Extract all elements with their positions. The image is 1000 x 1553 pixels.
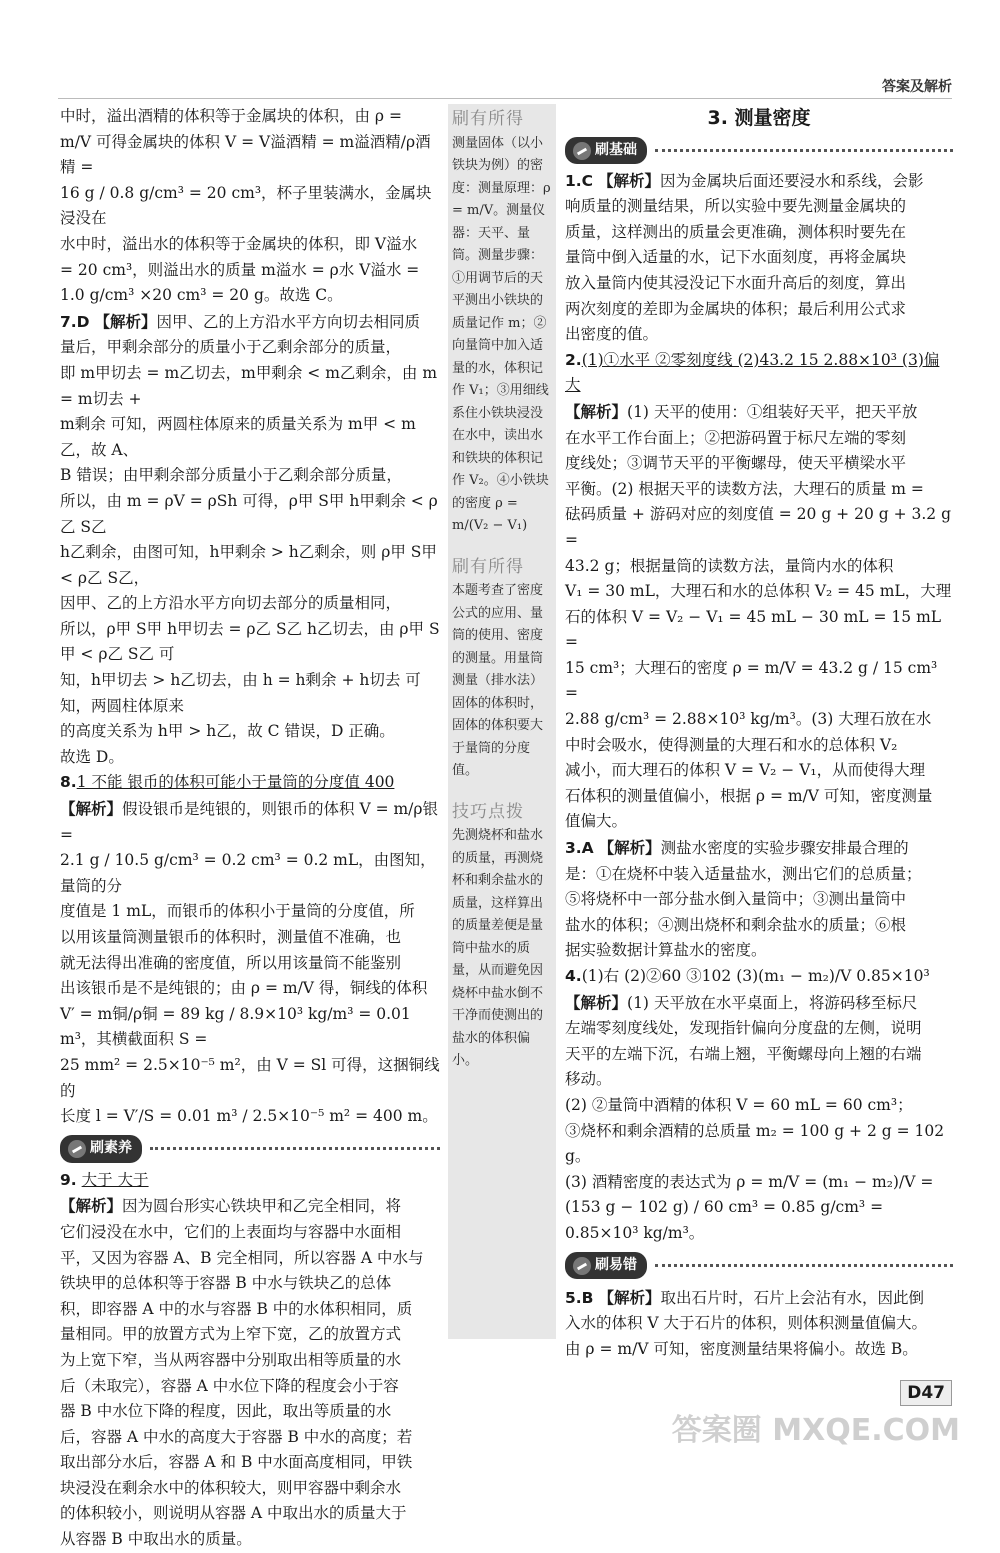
text-line: 放入量筒内使其浸没记下水面升高后的刻度，算出 [565, 273, 907, 292]
question-7 [60, 309, 440, 336]
text-line: 出密度的值。 [565, 325, 659, 344]
question-9 [60, 1168, 440, 1194]
text-line: 即 m甲切去 = m乙切去，m甲剩余 < m乙剩余，由 m = m切去 + [60, 363, 438, 408]
text-line: 块浸没在剩余水中的体积较大，则甲容器中剩余水 [60, 1478, 402, 1497]
text-line: 据实验数据计算盐水的密度。 [565, 941, 767, 960]
text-line: 所以，由 m = ρV = ρSh 可得，ρ甲 S甲 h甲剩余 < ρ乙 S乙 [60, 491, 438, 536]
text-fragment: 因为金属块后面还要浸水和系线，会影 [660, 171, 924, 190]
analysis-tag: 【解析】 [565, 992, 628, 1012]
text-line: 平衡。(2) 根据天平的读数方法，大理石的质量 m = [565, 479, 924, 498]
dotted-rule [150, 1147, 440, 1150]
text-line: m剩余 可知，两圆柱体原来的质量关系为 m甲 < m乙，故 A、 [60, 415, 416, 459]
answer-text: (1)①水平 ②零刻度线 (2)43.2 15 2.88×10³ (3)偏大 [565, 350, 940, 395]
text-line: 1.0 g/cm³ ×20 cm³ = 20 g。故选 C。 [60, 286, 343, 305]
question-1 [565, 168, 953, 195]
text-line: 值偏大。 [565, 812, 628, 831]
text-line: 因甲、乙的上方沿水平方向切去相同质 [156, 312, 421, 331]
text-line: V₁ = 30 mL，大理石和水的总体积 V₂ = 45 mL，大理 [565, 582, 952, 601]
text-line: 它们浸没在水中，它们的上表面均与容器中水面相 [60, 1222, 402, 1241]
question-number: 5.B [565, 1288, 594, 1307]
text-line: 知，h甲切去 > h乙切去，由 h = h剩余 + h切去 可知，两圆柱体原来 [60, 671, 421, 715]
text-fragment: 取出石片时，石片上会沾有水，因此倒 [660, 1288, 924, 1307]
text-line: 积，即容器 A 中的水与容器 B 中的水体积相同，质 [60, 1299, 413, 1318]
banner-jichu [565, 138, 953, 164]
text-line: 为上宽下窄，当从两容器中分别取出相等质量的水 [60, 1350, 402, 1369]
answer-text: (1)右 (2)②60 ③102 (3)(m₁ − m₂)/V 0.85×10³ [581, 967, 930, 985]
text-line: 2.88 g/cm³ = 2.88×10³ kg/m³。(3) 大理石放在水 [565, 710, 932, 729]
page-number: D47 [900, 1380, 952, 1406]
text-line [60, 796, 440, 848]
question-number: 8. [60, 773, 77, 792]
banner-label: 刷素养 [90, 1139, 132, 1156]
banner-pill [565, 137, 647, 165]
text-line: (153 g − 102 g) / 60 cm³ = 0.85 g/cm³ = 0.85×10³ kg/m³。 [565, 1198, 884, 1242]
text-line: m/V 可得金属块的体积 V = V溢酒精 = m溢酒精/ρ酒精 = [60, 132, 431, 177]
section-header: 答案及解析 [882, 79, 952, 95]
text-line: 盐水的体积；④测出烧杯和剩余盐水的质量；⑥根 [565, 915, 907, 934]
text-line: 15 cm³；大理石的密度 ρ = m/V = 43.2 g / 15 cm³ = [565, 658, 938, 703]
text-line: 石的体积 V = V₂ − V₁ = 45 mL − 30 mL = 15 mL = [565, 607, 942, 652]
text-line: 故选 D。 [60, 747, 124, 766]
text-line: 以用该量筒测量银币的体积时，测量值不准确，也 [60, 928, 402, 946]
text-line: 出该银币是不是纯银的；由 ρ = m/V 得，铜线的体积 [60, 979, 428, 998]
text-fragment: 假设银币是纯银的，则银币的体积 V = m/ρ银 = [60, 800, 439, 844]
question-number: 7.D [60, 312, 90, 331]
side-notes [448, 104, 556, 1339]
text-line: 16 g / 0.8 g/cm³ = 20 cm³，杯子里装满水，金属块浸没在 [60, 183, 432, 228]
text-line: 就无法得出准确的密度值，所以用该量筒不能鉴别 [60, 953, 402, 972]
text-fragment: 因为圆台形实心铁块甲和乙完全相同，将 [122, 1197, 402, 1216]
text-line: 水中时，溢出水的体积等于金属块的体积，即 V溢水 [60, 234, 418, 253]
question-2 [565, 348, 953, 399]
banner-label: 刷易错 [595, 1256, 637, 1273]
text-line: 左端零刻度线处，发现指针偏向分度盘的左侧，说明 [565, 1019, 922, 1038]
text-line: 由 ρ = m/V 可知，密度测量结果将偏小。故选 B。 [565, 1339, 918, 1358]
text-line: 入水的体积 V 大于石片的体积，则体积测量值偏大。 [565, 1314, 928, 1333]
question-number: 9. [60, 1170, 77, 1189]
question-4 [565, 964, 953, 990]
banner-yicuo [565, 1253, 953, 1279]
analysis-tag: 【解析】 [60, 1196, 123, 1216]
left-column [60, 104, 440, 1553]
text-line: 度线处；③调节天平的平衡螺母，使天平横梁水平 [565, 454, 907, 473]
text-line: 所以，ρ甲 S甲 h甲切去 = ρ乙 S乙 h乙切去，由 ρ甲 S甲 < ρ乙 S乙 可 [60, 619, 440, 664]
text-line: 砝码质量 + 游码对应的刻度值 = 20 g + 20 g + 3.2 g = [565, 505, 952, 549]
text-line: 的体积较小，则说明从容器 A 中取出水的质量大于 [60, 1504, 407, 1523]
analysis-tag: 【解析】 [565, 401, 628, 421]
text-line: = 20 cm³，则溢出水的质量 m溢水 = ρ水 V溢水 = [60, 260, 420, 279]
text-line: 响质量的测量结果，所以实验中要先测量金属块的 [565, 197, 907, 216]
question-number: 2. [565, 350, 582, 369]
right-column [565, 104, 953, 1362]
analysis-tag: 【解析】 [94, 311, 157, 331]
text-line: 在水平工作台面上；②把游码置于标尺左端的零刻 [565, 428, 907, 447]
text-line: 的高度关系为 h甲 > h乙，故 C 错误，D 正确。 [60, 722, 395, 741]
note-text: 测量固体（以小铁块为例）的密度：测量原理：ρ = m/V。测量仪器：天平、量筒。测量步骤：①用调节后的天平测出小铁块的质量记作 m；②向量筒中加入适量的水，体积记作 V₁；③用细线系住小铁块浸没在水中，读出水和铁块的体积记作 V₂。④小铁块的密度 ρ = m/(V₂ − V₁) [452, 135, 551, 533]
analysis-tag: 【解析】 [60, 799, 123, 819]
text-line: 后（未取完），容器 A 中水位下降的程度会小于容 [60, 1376, 399, 1395]
pencil-icon [68, 1140, 86, 1158]
text-line: 量后，甲剩余部分的质量小于乙剩余部分的质量， [60, 338, 402, 357]
banner-suyang [60, 1136, 440, 1162]
text-line [565, 399, 953, 426]
text-line: 减小，而大理石的体积 V = V₂ − V₁，从而使得大理 [565, 761, 926, 780]
pencil-icon [573, 1257, 591, 1275]
text-line: 量筒中倒入适量的水，记下水面刻度，再将金属块 [565, 248, 907, 267]
text-fragment: (1) 天平的使用：①组装好天平，把天平放 [627, 402, 918, 421]
text-line: 中时会吸水，使得测量的大理石和水的总体积 V₂ [565, 735, 898, 754]
text-line: 中时，溢出酒精的体积等于金属块的体积，由 ρ = [60, 107, 402, 125]
question-3 [565, 835, 953, 862]
text-line: 25 mm² = 2.5×10⁻⁵ m²，由 V = Sl 可得，这捆铜线的 [60, 1055, 440, 1100]
text-line: 天平的左端下沉，右端上翘，平衡螺母向上翘的右端 [565, 1044, 922, 1063]
answer-text: 1 不能 银币的体积可能小于量筒的分度值 400 [76, 773, 395, 792]
text-line: 器 B 中水位下降的程度，因此，取出等质量的水 [60, 1402, 392, 1421]
text-line: 后，容器 A 中水的高度大于容器 B 中水的高度；若 [60, 1427, 413, 1446]
dotted-rule [655, 149, 953, 152]
watermark: 答案圈 MXQE.COM [671, 1413, 960, 1448]
text-line: 移动。 [565, 1070, 612, 1089]
text-line: ③烧杯和剩余酒精的总质量 m₂ = 100 g + 2 g = 102 g。 [565, 1121, 945, 1166]
text-line: V′ = m铜/ρ铜 = 89 kg / 8.9×10³ kg/m³ = 0.01 m³，其横截面积 S = [60, 1004, 411, 1049]
text-line: 取出部分水后，容器 A 和 B 中水面高度相同，甲铁 [60, 1453, 413, 1472]
text-line: 43.2 g；根据量筒的读数方法，量筒内水的体积 [565, 556, 894, 575]
text-line: 度值是 1 mL，而银币的体积小于量筒的分度值，所 [60, 902, 415, 921]
text-line: 因甲、乙的上方沿水平方向切去部分的质量相同， [60, 594, 402, 613]
text-line: 质量，这样测出的质量会更准确，测体积时要先在 [565, 222, 907, 241]
text-line: 量相同。甲的放置方式为上窄下宽，乙的放置方式 [60, 1325, 402, 1344]
text-fragment: 测盐水密度的实验步骤安排最合理的 [660, 839, 909, 858]
note-heading: 技巧点拨 [452, 801, 524, 822]
note-heading: 刷有所得 [452, 109, 524, 129]
text-fragment: (1) 天平放在水平桌面上，将游码移至标尺 [627, 993, 918, 1012]
text-line: B 错误；由甲剩余部分质量小于乙剩余部分质量， [60, 466, 402, 485]
text-line: 2.1 g / 10.5 g/cm³ = 0.2 cm³ = 0.2 mL，由图知，量筒的分 [60, 851, 436, 895]
banner-pill [565, 1252, 647, 1280]
pencil-icon [573, 142, 591, 160]
banner-pill [60, 1135, 142, 1163]
analysis-tag: 【解析】 [598, 170, 661, 190]
text-line: h乙剩余，由图可知，h甲剩余 > h乙剩余，则 ρ甲 S甲 < ρ乙 S乙， [60, 543, 437, 587]
banner-label: 刷基础 [595, 141, 637, 158]
section-title: 3. 测量密度 [707, 107, 811, 129]
question-number: 3.A [565, 839, 594, 858]
analysis-tag: 【解析】 [598, 838, 661, 858]
text-line: 两次刻度的差即为金属块的体积；最后利用公式求 [565, 299, 907, 318]
text-line: (2) ②量筒中酒精的体积 V = 60 mL = 60 cm³； [565, 1095, 913, 1114]
text-line: ⑤将烧杯中一部分盐水倒入量筒中；③测出量筒中 [565, 890, 907, 909]
question-number: 4. [565, 967, 582, 985]
analysis-tag: 【解析】 [598, 1287, 661, 1307]
dotted-rule [655, 1264, 953, 1267]
text-line: 长度 l = V′/S = 0.01 m³ / 2.5×10⁻⁵ m² = 400 m。 [60, 1107, 438, 1126]
answer-text: 大于 大于 [81, 1170, 149, 1189]
note-heading: 刷有所得 [452, 556, 524, 577]
text-line [565, 990, 953, 1017]
text-line: 是：①在烧杯中装入适量盐水，测出它们的总质量； [565, 864, 922, 883]
header-divider [58, 98, 952, 99]
question-number: 1.C [565, 171, 594, 190]
question-5 [565, 1285, 953, 1312]
note-text: 先测烧杯和盐水的质量，再测烧杯和剩余盐水的质量，这样算出的质量差便是量筒中盐水的质量，从而避免因烧杯中盐水倒不干净而使测出的盐水的体积偏小。 [452, 828, 544, 1068]
text-line: (3) 酒精密度的表达式为 ρ = m/V = (m₁ − m₂)/V = [565, 1172, 934, 1191]
question-8 [60, 770, 440, 796]
text-line: 石体积的测量值偏小，根据 ρ = m/V 可知，密度测量 [565, 786, 933, 805]
text-line: 平，又因为容器 A、B 完全相同，所以容器 A 中水与 [60, 1248, 424, 1267]
text-line: 铁块甲的总体积等于容器 B 中水与铁块乙的总体 [60, 1274, 392, 1293]
note-text: 本题考查了密度公式的应用、量筒的使用、密度的测量。用量筒测量（排水法）固体的体积时，固体的体积要大于量筒的分度值。 [452, 583, 544, 778]
text-line: 从容器 B 中取出水的质量。 [60, 1530, 252, 1549]
text-line [60, 1193, 440, 1220]
